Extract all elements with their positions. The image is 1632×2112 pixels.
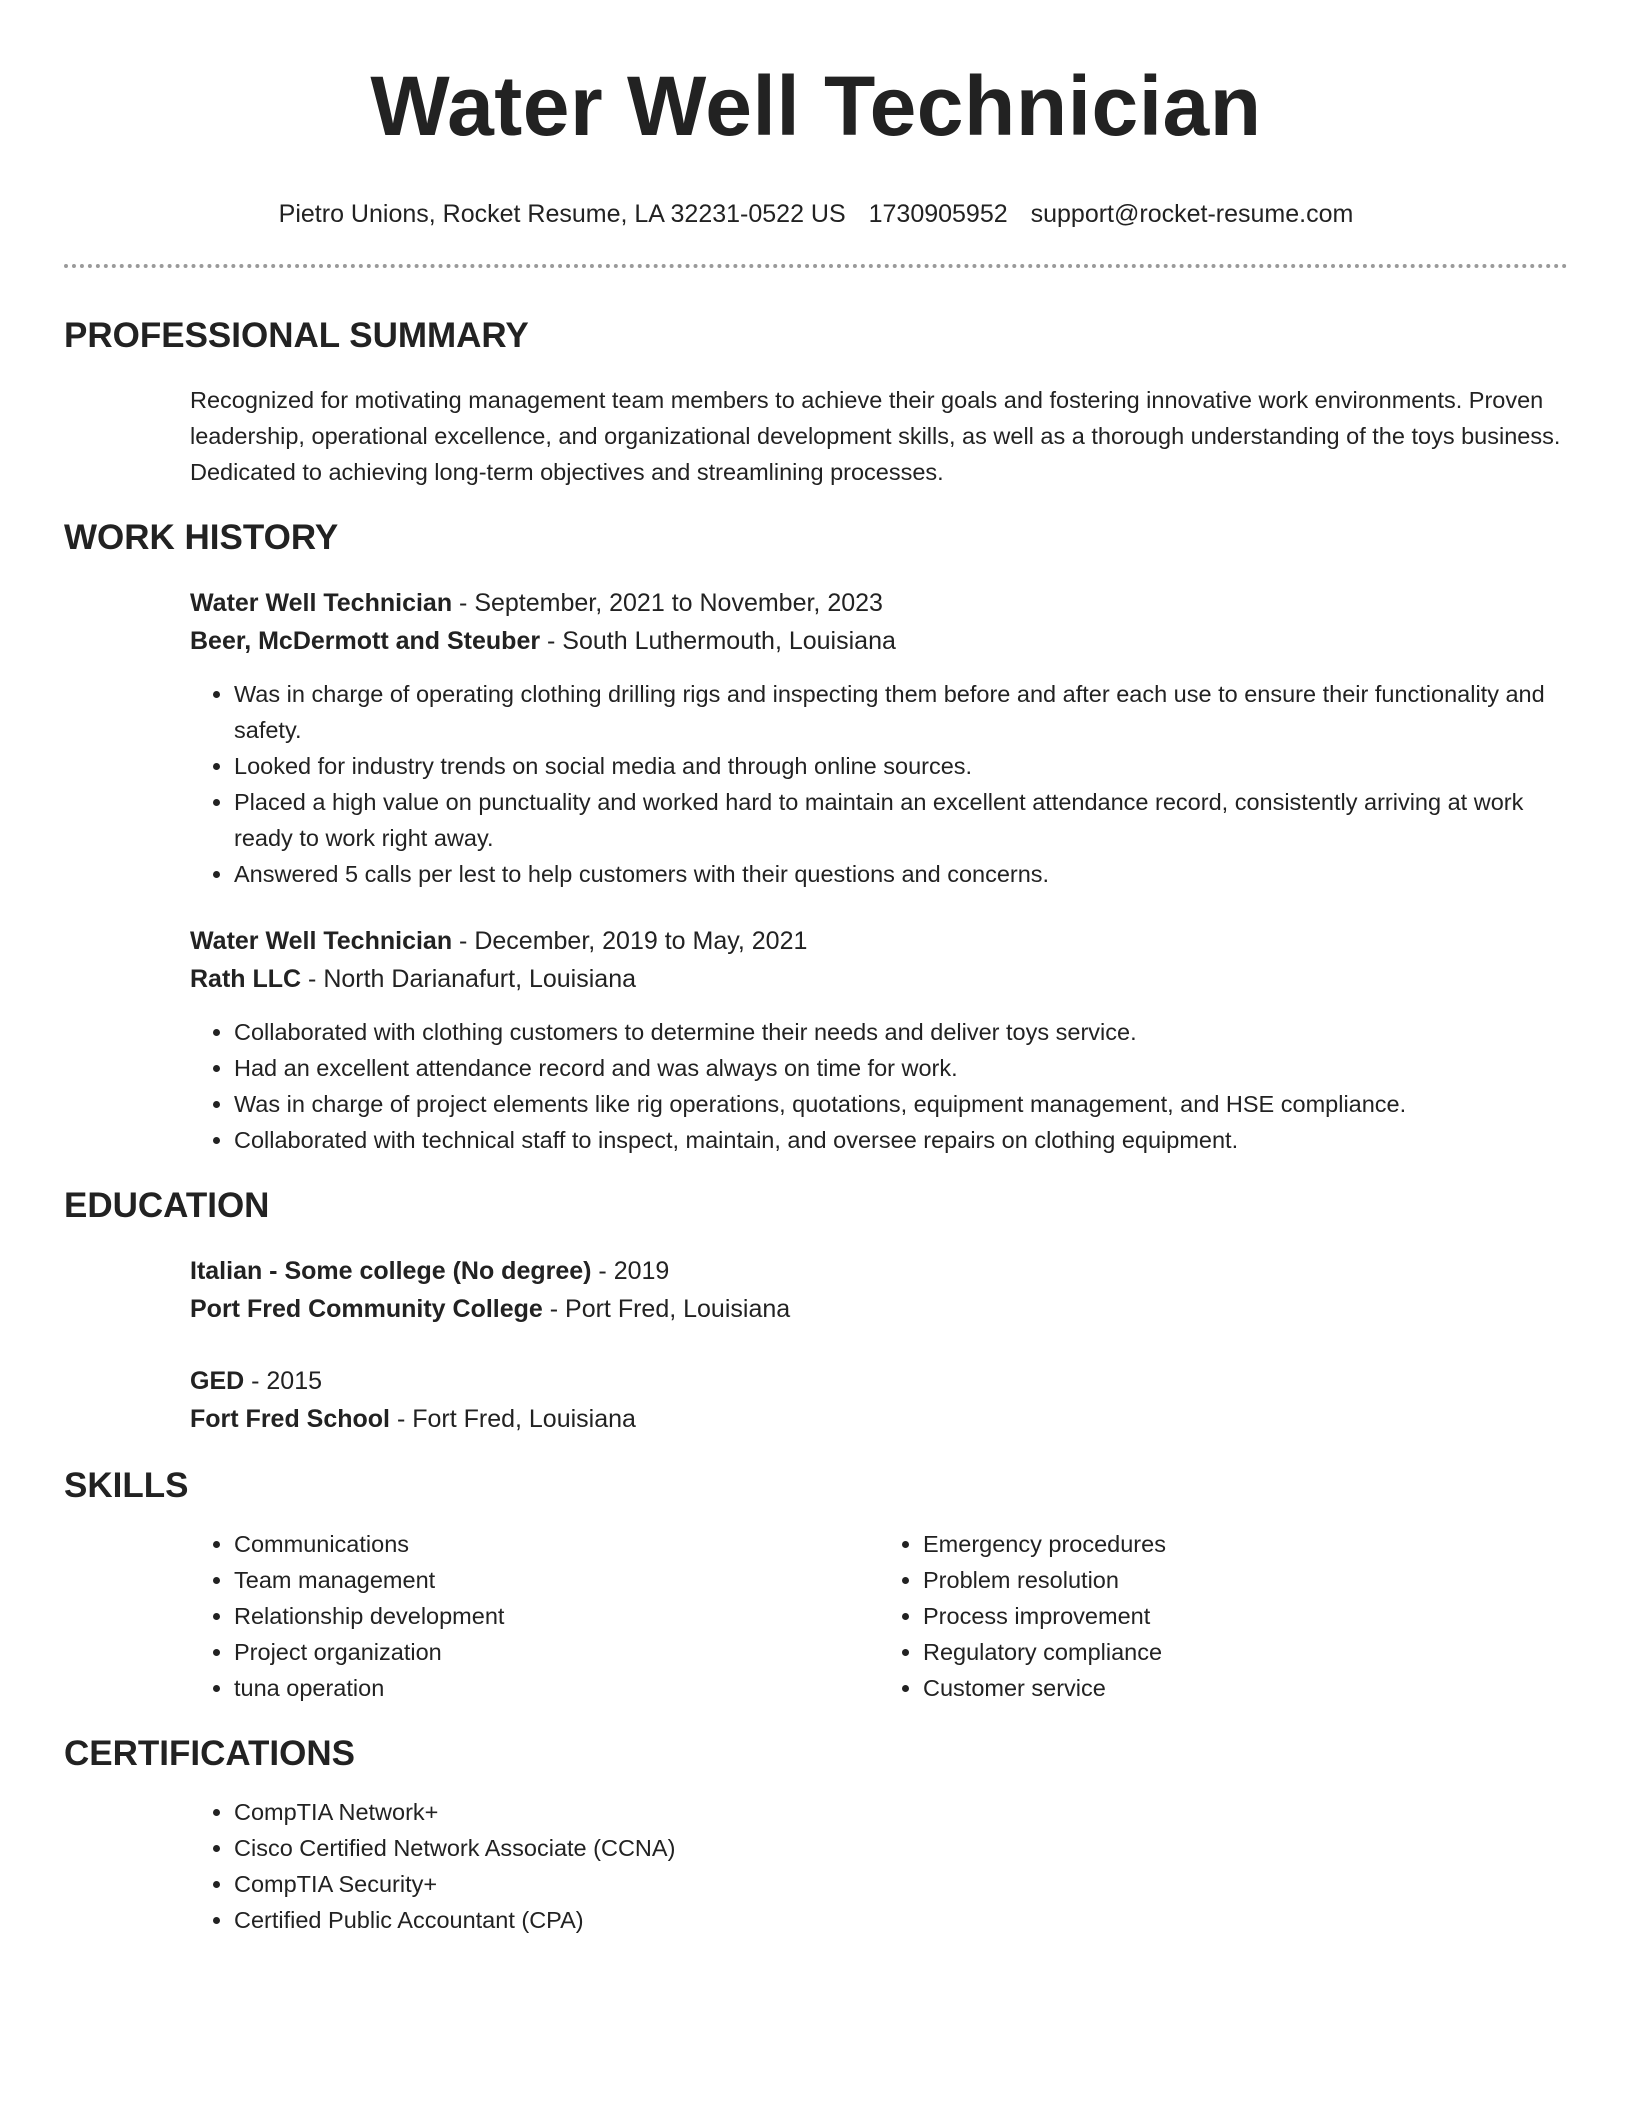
job-bullets (190, 676, 1568, 892)
skill-item: • tuna operation (234, 1670, 879, 1706)
certification-item: • Certified Public Accountant (CPA) (234, 1902, 1568, 1938)
job-bullet: • Was in charge of project elements like rig operations, quotations, equipment management, and HSE compliance. (234, 1086, 1568, 1122)
job-bullet: • Was in charge of operating clothing drilling rigs and inspecting them before and after each use to ensure their functionality and safety. (234, 676, 1568, 748)
contact-address: Pietro Unions, Rocket Resume, LA 32231-0522 US (278, 200, 846, 228)
job-bullets (190, 1014, 1568, 1158)
education-heading: EDUCATION (64, 1186, 270, 1225)
job-location: - South Luthermouth, Louisiana (540, 627, 896, 655)
job-bullet: • Collaborated with technical staff to inspect, maintain, and oversee repairs on clothing equipment. (234, 1122, 1568, 1158)
job-bullet: • Had an excellent attendance record and was always on time for work. (234, 1050, 1568, 1086)
resume-title: Water Well Technician (370, 59, 1262, 153)
job-company-line (190, 960, 1568, 998)
skill-item: • Regulatory compliance (923, 1634, 1568, 1670)
edu-year: - 2015 (244, 1367, 323, 1395)
work-history-section (64, 516, 1568, 1158)
skills-section (64, 1464, 1568, 1706)
header-divider (64, 264, 1568, 268)
edu-school: Port Fred Community College (190, 1295, 543, 1323)
certifications-list-wrap (190, 1794, 1568, 1938)
skill-item: • Project organization (234, 1634, 879, 1670)
skill-item: • Process improvement (923, 1598, 1568, 1634)
job-company: Rath LLC (190, 965, 302, 993)
work-history-heading: WORK HISTORY (64, 518, 339, 557)
certification-item: • CompTIA Network+ (234, 1794, 1568, 1830)
education-entry (190, 1362, 1568, 1438)
edu-school-line (190, 1400, 1568, 1438)
job-company-line (190, 622, 1568, 660)
job-bullet: • Placed a high value on punctuality and worked hard to maintain an excellent attendance record, consistently arriving at work ready to work right away. (234, 784, 1568, 856)
job-bullet: • Collaborated with clothing customers to determine their needs and deliver toys service. (234, 1014, 1568, 1050)
summary-text: Recognized for motivating management team members to achieve their goals and fostering innovative work environments. Proven leadership, operational excellence, and organizational development skills, as well as a thorough understanding of the toys business. Dedicated to achieving long-term objectives and streamlining processes. (190, 387, 1561, 485)
job-entry (190, 922, 1568, 1158)
job-dates: - December, 2019 to May, 2021 (452, 927, 808, 955)
skill-item: • Communications (234, 1526, 879, 1562)
edu-school: Fort Fred School (190, 1405, 390, 1433)
job-bullet: • Answered 5 calls per lest to help customers with their questions and concerns. (234, 856, 1568, 892)
certification-item: • Cisco Certified Network Associate (CCNA) (234, 1830, 1568, 1866)
skill-item: • Team management (234, 1562, 879, 1598)
skill-item: • Customer service (923, 1670, 1568, 1706)
job-title-line (190, 584, 1568, 622)
summary-heading: PROFESSIONAL SUMMARY (64, 316, 529, 355)
certifications-heading: CERTIFICATIONS (64, 1734, 356, 1773)
edu-year: - 2019 (591, 1257, 670, 1285)
edu-degree: Italian - Some college (No degree) (190, 1257, 592, 1285)
contact-line (64, 198, 1568, 230)
skills-heading: SKILLS (64, 1466, 189, 1505)
certification-item: • CompTIA Security+ (234, 1866, 1568, 1902)
skills-right-column (879, 1526, 1568, 1706)
job-entry (190, 584, 1568, 892)
education-entry (190, 1252, 1568, 1328)
job-title: Water Well Technician (190, 927, 453, 955)
job-title: Water Well Technician (190, 589, 453, 617)
skills-grid (190, 1526, 1568, 1706)
job-title-line (190, 922, 1568, 960)
skill-item: • Relationship development (234, 1598, 879, 1634)
contact-phone: 1730905952 (868, 200, 1008, 228)
certifications-section (64, 1732, 1568, 1938)
edu-school-line (190, 1290, 1568, 1328)
edu-location: - Port Fred, Louisiana (542, 1295, 791, 1323)
job-location: - North Darianafurt, Louisiana (301, 965, 636, 993)
edu-degree-line (190, 1362, 1568, 1400)
edu-degree: GED (190, 1367, 245, 1395)
certifications-list (190, 1794, 1568, 1938)
job-company: Beer, McDermott and Steuber (190, 627, 541, 655)
contact-email[interactable]: support@rocket-resume.com (1030, 200, 1354, 228)
edu-location: - Fort Fred, Louisiana (390, 1405, 636, 1433)
skill-item: • Problem resolution (923, 1562, 1568, 1598)
education-section (64, 1184, 1568, 1438)
skills-left-column (190, 1526, 879, 1706)
summary-section (64, 314, 1568, 490)
edu-degree-line (190, 1252, 1568, 1290)
skill-item: • Emergency procedures (923, 1526, 1568, 1562)
job-bullet: • Looked for industry trends on social media and through online sources. (234, 748, 1568, 784)
job-dates: - September, 2021 to November, 2023 (452, 589, 883, 617)
